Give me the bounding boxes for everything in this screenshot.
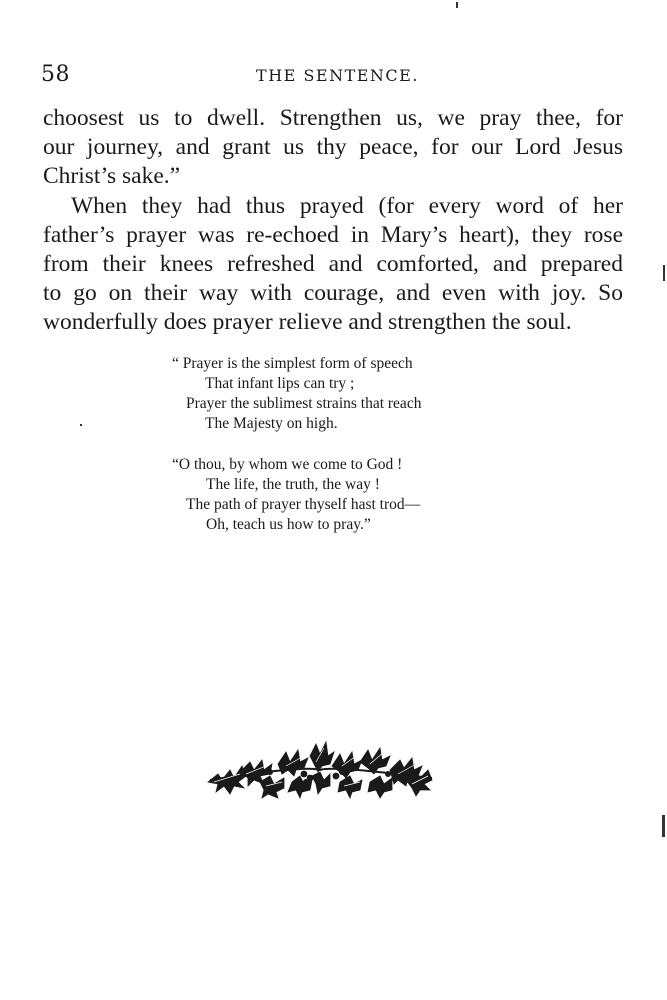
scan-speck: [456, 2, 458, 8]
verse-line: “O thou, by whom we come to God !: [172, 456, 403, 473]
verse-line: “ Prayer is the simplest form of speech: [172, 355, 413, 372]
text-line: to go on their way with courage, and even with joy. So: [43, 280, 623, 306]
verse-line: The life, the truth, the way !: [206, 476, 380, 493]
text-line: wonderfully does prayer relieve and strengthen the soul.: [43, 309, 572, 335]
page-number: 58: [41, 62, 70, 87]
text-line: choosest us to dwell. Strengthen us, we pray thee, for: [43, 105, 623, 131]
text-line: father’s prayer was re-echoed in Mary’s heart), they rose: [43, 222, 623, 248]
paragraph-2: [43, 192, 623, 337]
text-line: When they had thus prayed (for every word of her: [71, 193, 623, 219]
poem-stanza-2: [172, 455, 420, 535]
scan-speck: [80, 424, 82, 426]
verse-line: The Majesty on high.: [205, 415, 338, 432]
verse-line: The path of prayer thyself hast trod—: [186, 496, 421, 513]
paragraph-1: [43, 104, 623, 191]
body-text: [43, 104, 623, 337]
verse-line: Prayer the sublimest strains that reach: [186, 395, 422, 412]
text-line: from their knees refreshed and comforted, and prepared: [43, 251, 623, 277]
text-line: our journey, and grant us thy peace, for our Lord Jesus: [43, 134, 623, 160]
text-line: Christ’s sake.”: [43, 163, 181, 189]
running-head: THE SENTENCE.: [256, 66, 419, 85]
verse-line: Oh, teach us how to pray.”: [206, 516, 371, 533]
verse-line: That infant lips can try ;: [205, 375, 355, 392]
holly-sprig-ornament-icon: [200, 736, 440, 806]
scan-speck: [663, 265, 665, 281]
scan-speck: [662, 815, 665, 837]
poem-stanza-1: [172, 354, 421, 434]
